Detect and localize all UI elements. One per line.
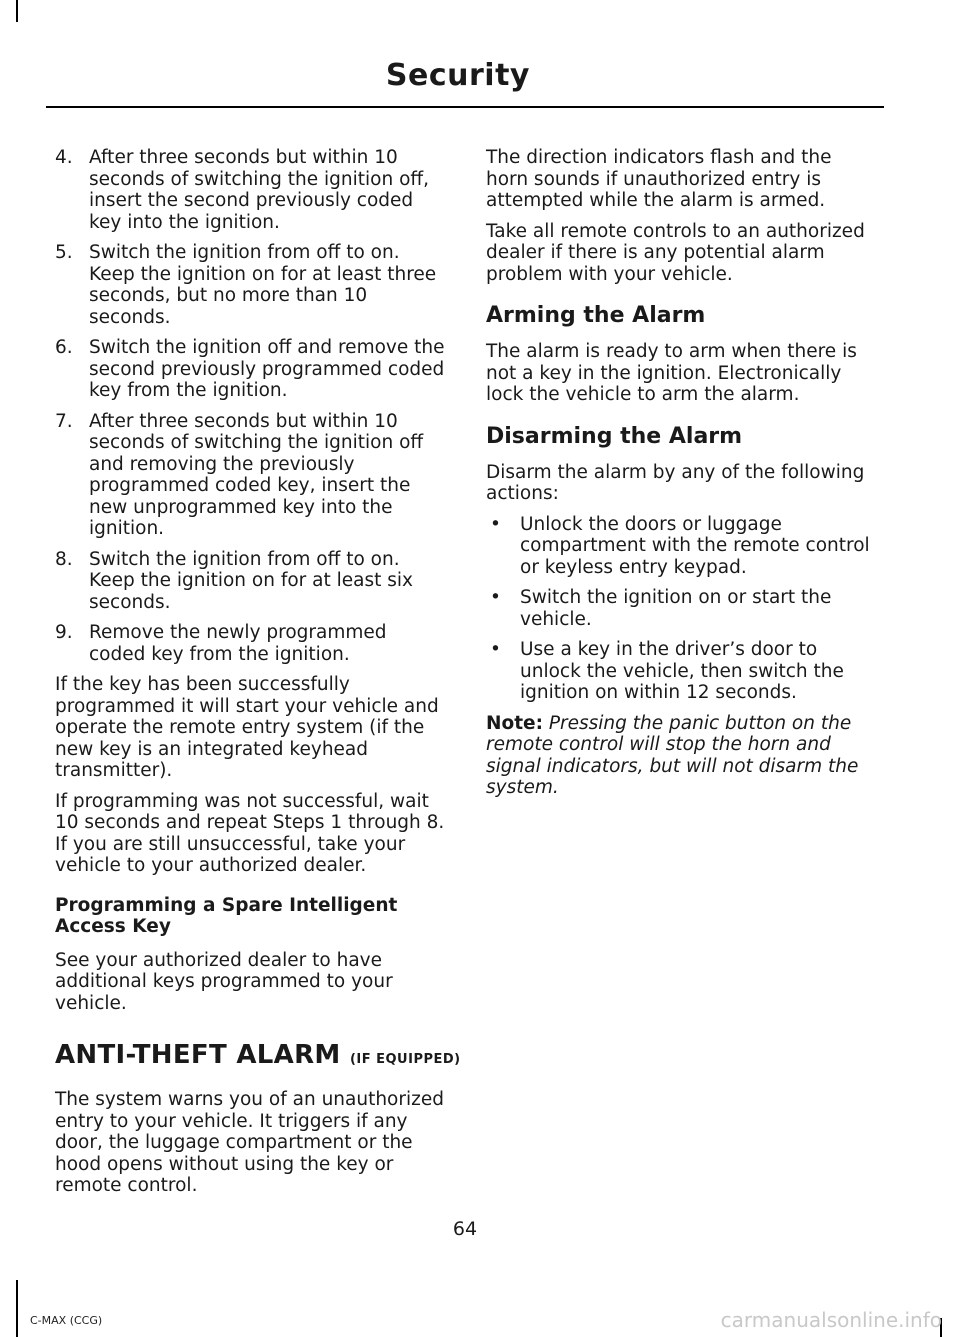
- watermark: carmanualsonline.info: [720, 1308, 942, 1332]
- disarming-intro: Disarm the alarm by any of the following actions:: [486, 461, 865, 504]
- list-item: • Switch the ignition on or start the vehicle.: [490, 587, 832, 630]
- crop-mark-top-left: [16, 0, 18, 22]
- spare-key-paragraph: See your authorized dealer to have additional keys programmed to your vehicle.: [55, 949, 393, 1014]
- failure-paragraph: If programming was not successful, wait 10 seconds and repeat Steps 1 through 8. If you are still unsuccessful, take your vehicle to your authorized dealer.: [55, 790, 445, 876]
- header-divider: [46, 106, 884, 108]
- note-label: Note:: [486, 712, 543, 734]
- indicators-paragraph: The direction indicators flash and the horn sounds if unauthorized entry is attempted while the alarm is armed.: [486, 147, 832, 211]
- page-number: 64: [452, 1218, 478, 1240]
- crop-mark-bottom-left: [16, 1280, 18, 1337]
- bullet-icon: •: [490, 587, 501, 608]
- success-paragraph: If the key has been successfully programmed it will start your vehicle and operate the remote entry system (if the new key is an integrated keyhead transmitter).: [55, 674, 439, 781]
- arming-heading: Arming the Alarm: [486, 303, 706, 328]
- list-item: 5. Switch the ignition from off to on. Keep the ignition on for at least three seconds, but no more than 10 seconds.: [55, 242, 437, 328]
- list-item: 8. Switch the ignition from off to on. Keep the ignition on for at least six seconds.: [55, 548, 413, 613]
- spare-key-heading: Programming a Spare Intelligent Access Key: [55, 894, 398, 937]
- right-column: [486, 147, 878, 808]
- list-item: 6. Switch the ignition off and remove the second previously programmed coded key from the ignition.: [55, 337, 445, 401]
- if-equipped-label: (IF EQUIPPED): [349, 1052, 461, 1067]
- list-item: 9. Remove the newly programmed coded key from the ignition.: [55, 622, 387, 665]
- programming-steps: [55, 147, 447, 665]
- bullet-icon: •: [490, 513, 501, 535]
- footer-model: C-MAX (CCG): [30, 1314, 103, 1327]
- list-item: • Unlock the doors or luggage compartment with the remote control or keyless entry keypad.: [490, 513, 870, 578]
- bullet-icon: •: [490, 639, 501, 660]
- disarming-heading: Disarming the Alarm: [486, 423, 743, 449]
- list-item: 4. After three seconds but within 10 seconds of switching the ignition off, insert the second previously coded key into the ignition.: [55, 147, 430, 233]
- list-item: 7. After three seconds but within 10 seconds of switching the ignition off and removing the previously programmed coded key, insert the new unprogrammed key into the ignition.: [55, 410, 424, 539]
- left-column: [55, 147, 461, 1206]
- page-title: Security: [385, 58, 530, 93]
- note-text: Pressing the panic button on the remote control will stop the horn and signal indicators, but will not disarm the system.: [486, 712, 859, 798]
- note-paragraph: [486, 713, 878, 799]
- alarm-section-heading: ANTI-THEFT ALARM (IF EQUIPPED): [55, 1040, 461, 1070]
- alarm-paragraph: The system warns you of an unauthorized entry to your vehicle. It triggers if any door, the luggage compartment or the hood opens without using the key or remote control.: [55, 1089, 444, 1196]
- arming-paragraph: The alarm is ready to arm when there is not a key in the ignition. Electronically lock the vehicle to arm the alarm.: [486, 341, 857, 405]
- disarming-actions: [486, 514, 878, 704]
- remote-paragraph: Take all remote controls to an authorized dealer if there is any potential alarm problem with your vehicle.: [486, 220, 865, 285]
- list-item: • Use a key in the driver’s door to unlock the vehicle, then switch the ignition on within 12 seconds.: [490, 639, 844, 703]
